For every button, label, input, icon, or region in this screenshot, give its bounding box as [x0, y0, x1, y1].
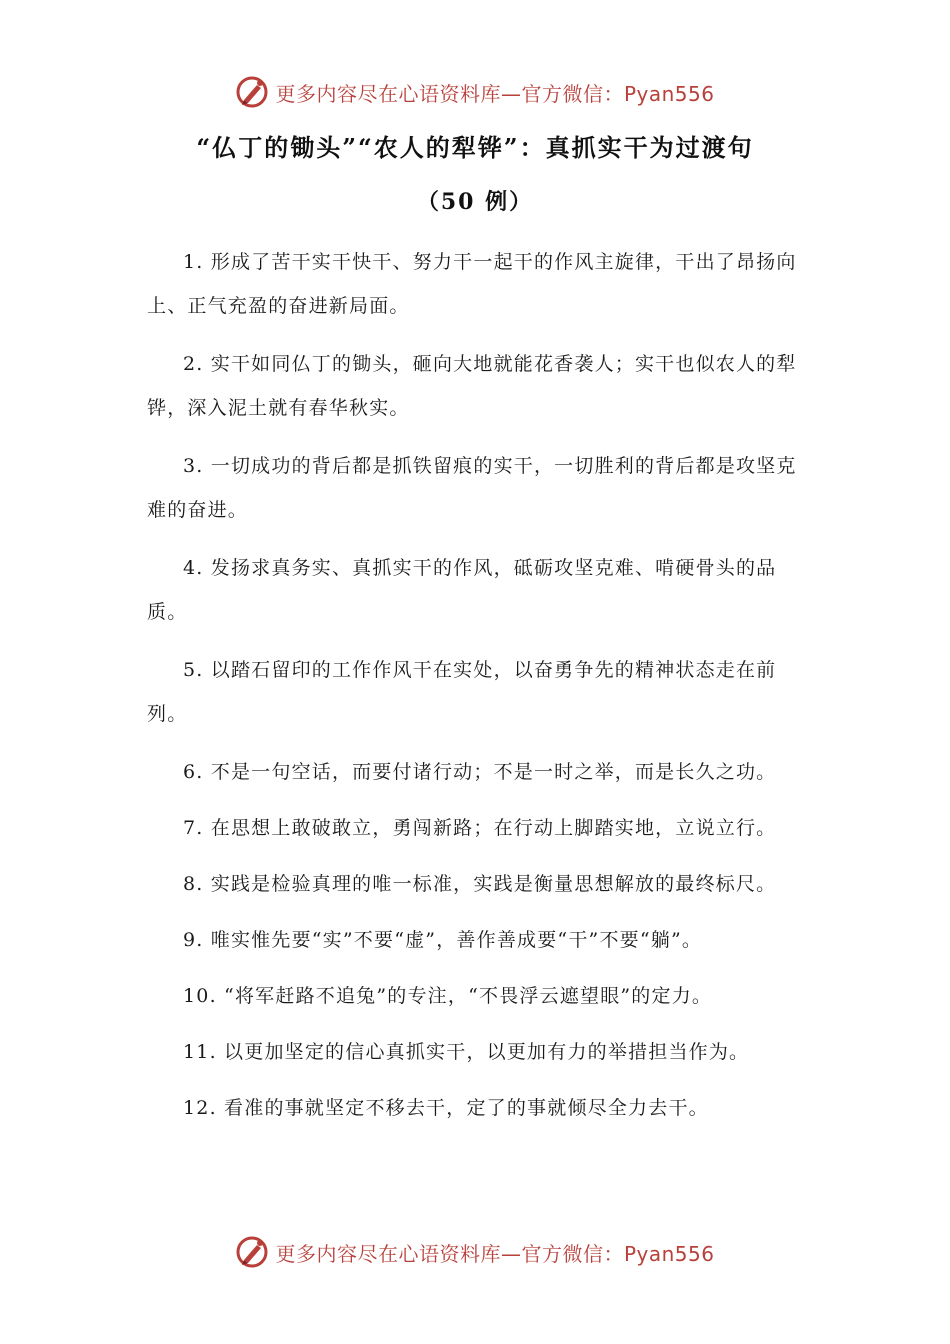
page-title: “仏丁的锄头”“农人的犁铧”：真抓实干为过渡句: [196, 133, 754, 162]
pen-circle-logo-icon: [235, 75, 269, 109]
list-item: 5. 以踏石留印的工作作风干在实处，以奋勇争先的精神状态走在前列。: [147, 659, 777, 725]
item-list: [147, 240, 807, 1142]
header-banner: [0, 72, 950, 112]
list-item: 6. 不是一句空话，而要付诸行动；不是一时之举，而是长久之功。: [183, 761, 777, 783]
list-item: 2. 实干如同仏丁的锄头，砸向大地就能花香袭人；实干也似农人的犁铧，深入泥土就有春华秋实。: [147, 353, 797, 419]
list-item: 12. 看准的事就坚定不移去干，定了的事就倾尽全力去干。: [183, 1097, 709, 1119]
list-item: 7. 在思想上敢破敢立，勇闯新路；在行动上脚踏实地，立说立行。: [183, 817, 777, 839]
banner-text: 更多内容尽在心语资料库—官方微信：Pyan556: [275, 1241, 715, 1266]
banner-text: 更多内容尽在心语资料库—官方微信：Pyan556: [275, 81, 715, 106]
list-item: 11. 以更加坚定的信心真抓实干，以更加有力的举措担当作为。: [183, 1041, 750, 1063]
list-item: 8. 实践是检验真理的唯一标准，实践是衡量思想解放的最终标尺。: [183, 873, 777, 895]
list-item: 10. “将军赶路不追兔”的专注，“不畏浮云遮望眼”的定力。: [183, 985, 713, 1007]
list-item: 1. 形成了苦干实干快干、努力干一起干的作风主旋律，干出了昂扬向上、正气充盈的奋进新局面。: [147, 251, 797, 317]
list-item: 9. 唯实惟先要“实”不要“虚”，善作善成要“干”不要“躺”。: [183, 929, 703, 951]
list-item: 4. 发扬求真务实、真抓实干的作风，砥砺攻坚克难、啃硬骨头的品质。: [147, 557, 777, 623]
list-item: 3. 一切成功的背后都是抓铁留痕的实干，一切胜利的背后都是攻坚克难的奋进。: [147, 455, 797, 521]
pen-circle-logo-icon: [235, 1235, 269, 1269]
page-subtitle: （50 例）: [416, 189, 534, 215]
footer-banner: [0, 1232, 950, 1272]
